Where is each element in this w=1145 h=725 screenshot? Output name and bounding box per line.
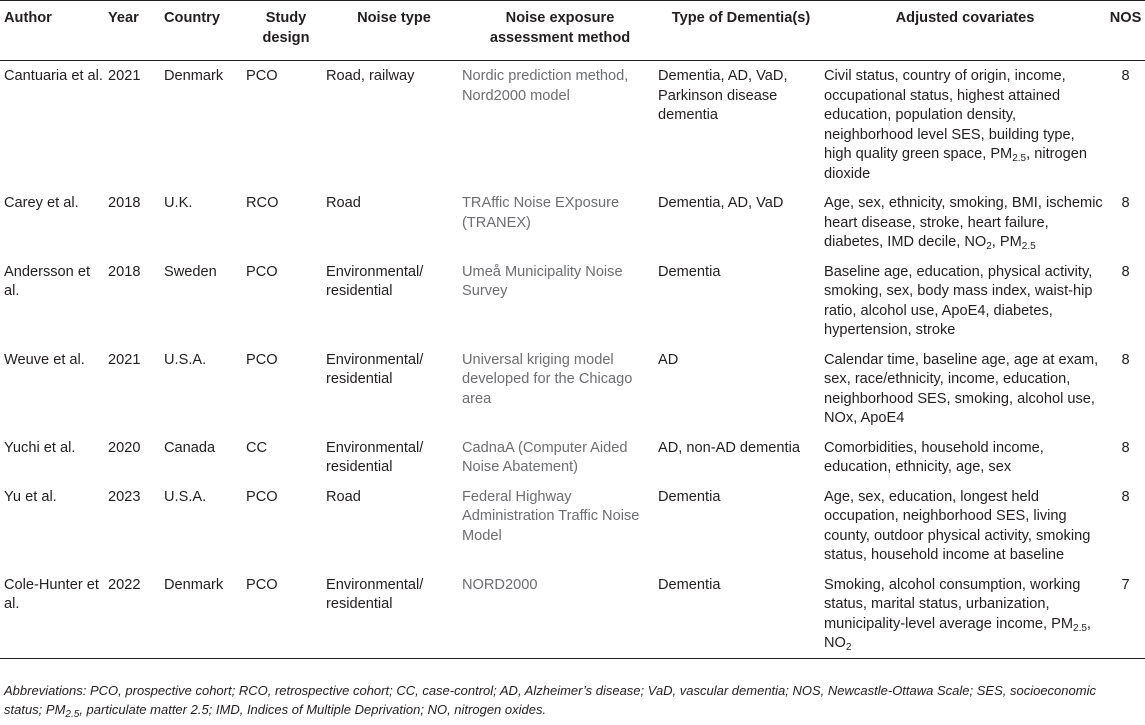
table-row — [0, 482, 1145, 570]
cell-nos: 8 — [1121, 263, 1130, 280]
cell-covariates: Age, sex, education, longest held occupation, neighborhood SES, living county, outdoor physical activity, smoking status, household income at baseline — [824, 488, 1091, 563]
table-row — [0, 188, 1145, 257]
cell-nos: 8 — [1121, 195, 1130, 211]
subscript: 2 — [845, 642, 852, 653]
cell-assessment-method: TRAffic Noise EXposure (TRANEX) — [462, 195, 620, 231]
table-row — [0, 570, 1145, 659]
covariates-text-tail: , nitrogen dioxide — [824, 146, 1087, 182]
covariates-text-mid: , PM — [991, 234, 1022, 250]
cell-dementia-type: AD, non-AD dementia — [658, 439, 800, 456]
cell-noise-type: Environmental/ residential — [326, 351, 424, 387]
table-header — [0, 1, 1145, 61]
cell-dementia-type: Dementia — [658, 570, 824, 659]
cell-nos: 8 — [1121, 68, 1130, 84]
cell-year: 2022 — [108, 570, 164, 659]
cell-assessment-method: NORD2000 — [462, 570, 658, 659]
covariates-text: Age, sex, ethnicity, smoking, BMI, ischemic heart disease, stroke, heart failure, diabetes, IMD decile, NO — [824, 195, 1103, 250]
table-footnote — [4, 681, 1134, 719]
table-body — [0, 61, 1145, 659]
cell-study-design: PCO — [246, 263, 278, 280]
cell-country: Denmark — [164, 570, 246, 659]
cell-dementia-type: Dementia, AD, VaD — [658, 195, 784, 211]
cell-year: 2018 — [108, 195, 141, 211]
cell-author: Andersson et al. — [4, 263, 90, 299]
cell-year: 2021 — [108, 351, 141, 368]
table-row — [0, 345, 1145, 433]
subscript: 2.5 — [1021, 241, 1036, 252]
cell-noise-type: Road — [326, 195, 361, 211]
header-study-design: Study design — [246, 1, 326, 61]
cell-author: Carey et al. — [4, 195, 79, 211]
cell-country: Sweden — [164, 263, 217, 280]
header-year: Year — [108, 1, 164, 61]
cell-nos: 8 — [1121, 351, 1130, 368]
subscript: 2.5 — [1073, 622, 1087, 634]
cell-year: 2020 — [108, 439, 141, 456]
cell-study-design: RCO — [246, 195, 279, 211]
header-country: Country — [164, 1, 246, 61]
cell-author: Cole-Hunter et al. — [0, 570, 108, 659]
cell-assessment-method: Universal kriging model developed for the Chicago area — [462, 351, 633, 407]
cell-covariates: Comorbidities, household income, education, ethnicity, age, sex — [824, 439, 1044, 475]
cell-noise-type: Environmental/ residential — [326, 263, 424, 299]
cell-year: 2023 — [108, 488, 141, 505]
cell-study-design: PCO — [246, 570, 326, 659]
cell-country: U.S.A. — [164, 351, 207, 368]
cell-dementia-type: Dementia, AD, VaD, Parkinson disease dementia — [658, 68, 788, 123]
header-adjusted-covariates: Adjusted covariates — [824, 1, 1106, 61]
covariates-text: Civil status, country of origin, income, occupational status, highest attained education, population density, neighborhood level SES, building type, high quality green space, PM — [824, 68, 1075, 162]
cell-author: Cantuaria et al. — [4, 68, 103, 84]
cell-study-design: CC — [246, 439, 268, 456]
cell-assessment-method: Federal Highway Administration Traffic Noise Model — [462, 488, 640, 544]
header-assessment-method: Noise exposure assessment method — [462, 1, 658, 61]
cell-covariates — [824, 570, 1106, 659]
header-row — [0, 1, 1145, 61]
cell-author: Weuve et al. — [4, 351, 85, 368]
cell-country: U.S.A. — [164, 488, 207, 505]
cell-assessment-method: Umeå Municipality Noise Survey — [462, 263, 623, 299]
cell-year: 2021 — [108, 68, 141, 84]
cell-assessment-method: CadnaA (Computer Aided Noise Abatement) — [462, 439, 628, 475]
cell-dementia-type: AD — [658, 351, 679, 368]
cell-author: Yuchi et al. — [4, 439, 76, 456]
footnote-subscript: 2.5 — [65, 709, 80, 720]
cell-dementia-type: Dementia — [658, 263, 721, 280]
cell-noise-type: Road, railway — [326, 68, 415, 84]
cell-covariates — [824, 188, 1106, 257]
table-row — [0, 61, 1145, 189]
cell-nos: 8 — [1121, 439, 1130, 456]
cell-nos: 7 — [1106, 570, 1145, 659]
header-nos: NOS — [1106, 1, 1145, 61]
cell-noise-type: Road — [326, 488, 361, 505]
footnote-text: Abbreviations: PCO, prospective cohort; RCO, retrospective cohort; CC, case-control; AD, Alzheimer’s disease; VaD, vascular dementia; NOS, Newcastle-Ottawa Scale; SES, socioeconomic status; PM — [4, 683, 1096, 717]
cell-covariates: Baseline age, education, physical activity, smoking, sex, body mass index, waist-hip ratio, alcohol use, ApoE4, diabetes, hypertension, stroke — [824, 263, 1093, 338]
cell-nos: 8 — [1121, 488, 1130, 505]
table-row — [0, 433, 1145, 482]
cell-covariates — [824, 61, 1106, 189]
covariates-text-mid: , NO — [824, 615, 1091, 651]
cell-country: Denmark — [164, 68, 224, 84]
subscript: 2.5 — [1012, 153, 1027, 164]
cell-author: Yu et al. — [4, 488, 57, 505]
cell-country: U.K. — [164, 195, 193, 211]
cell-assessment-method: Nordic prediction method, Nord2000 model — [462, 68, 629, 104]
cell-year: 2018 — [108, 263, 141, 280]
subscript: 2 — [986, 241, 992, 252]
header-author: Author — [0, 1, 108, 61]
cell-covariates: Calendar time, baseline age, age at exam, sex, race/ethnicity, income, education, neighborhood SES, smoking, alcohol use, NOx, ApoE4 — [824, 351, 1099, 426]
cell-dementia-type: Dementia — [658, 488, 721, 505]
cell-study-design: PCO — [246, 488, 278, 505]
cell-noise-type: Environmental/ residential — [326, 439, 424, 475]
table-row — [0, 257, 1145, 345]
header-dementia-type: Type of Dementia(s) — [658, 1, 824, 61]
header-noise-type: Noise type — [326, 1, 462, 61]
footnote-text-tail: , particulate matter 2.5; IMD, Indices of Multiple Deprivation; NO, nitrogen oxides. — [79, 702, 547, 717]
covariates-text: Smoking, alcohol consumption, working status, marital status, urbanization, municipality-level average income, PM — [824, 576, 1081, 632]
cell-study-design: PCO — [246, 351, 278, 368]
cell-study-design: PCO — [246, 68, 278, 84]
cell-noise-type: Environmental/ residential — [326, 570, 462, 659]
cell-country: Canada — [164, 439, 216, 456]
